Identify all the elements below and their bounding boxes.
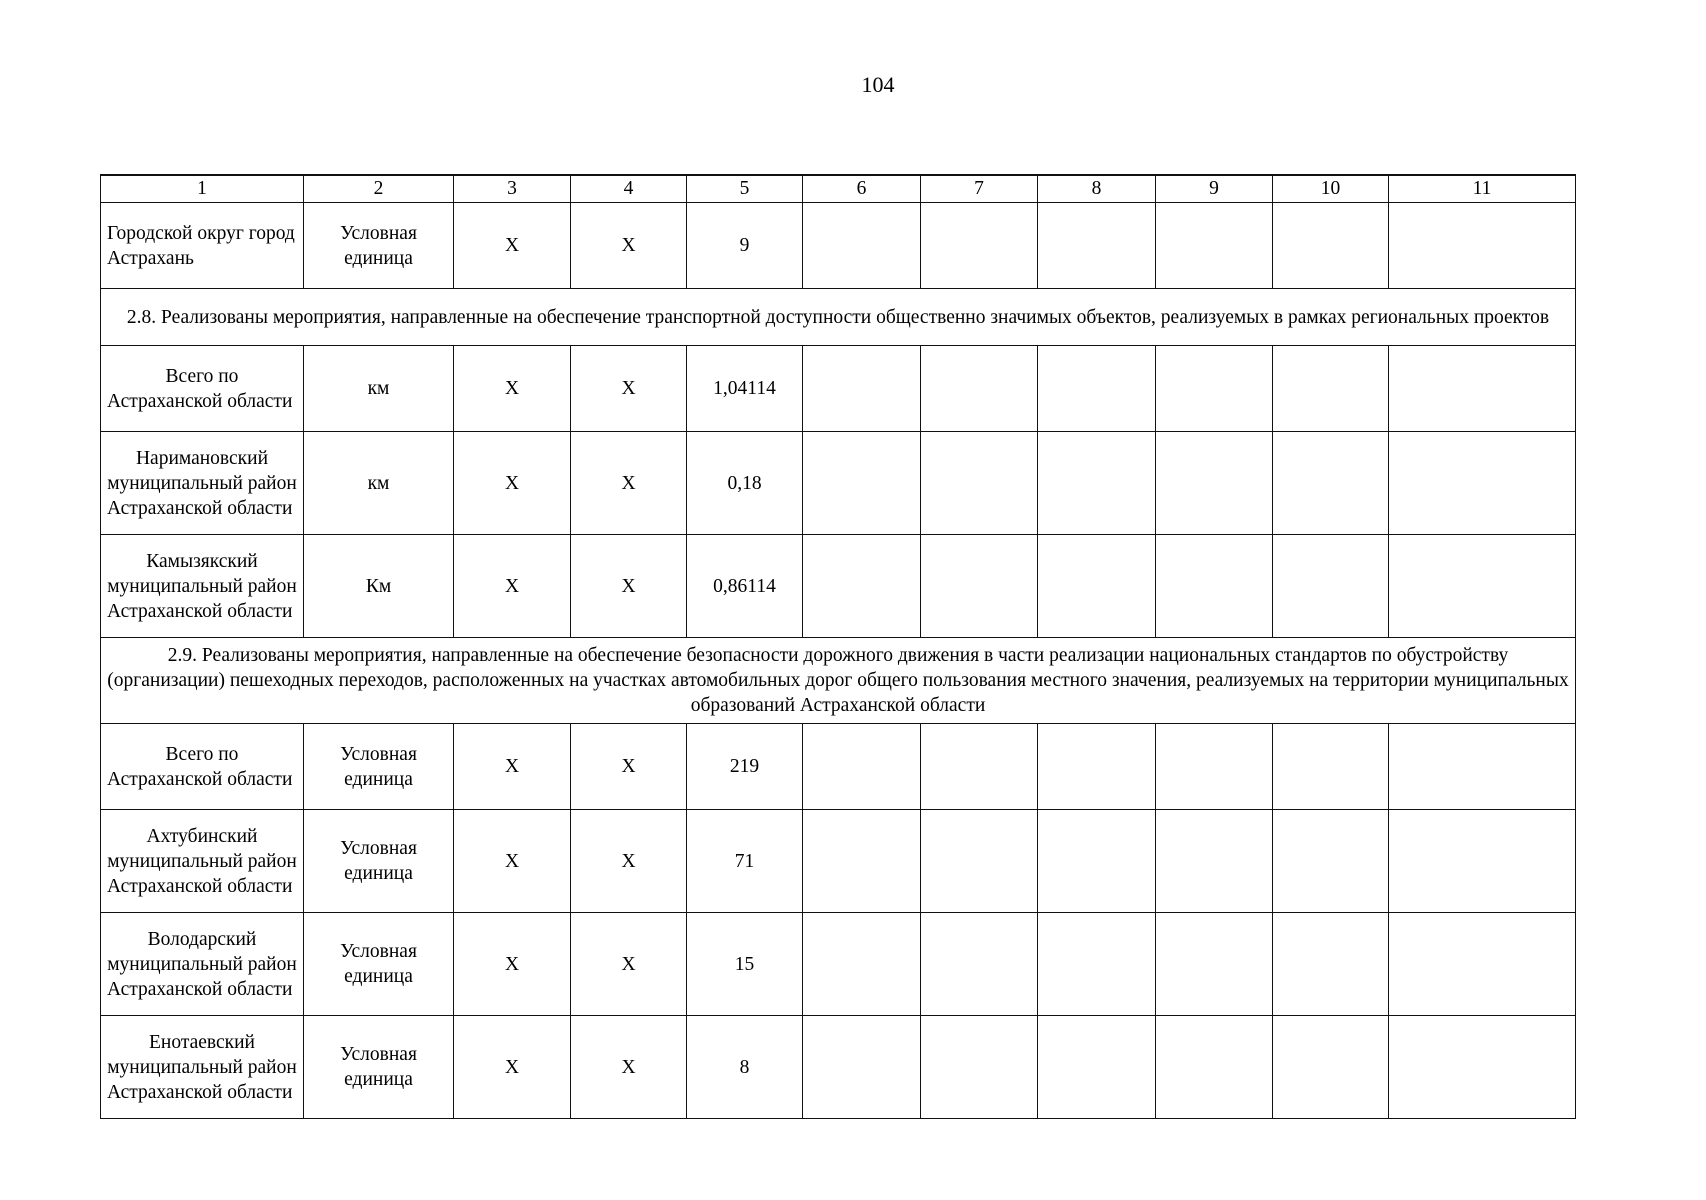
cell-col4: Х: [571, 1016, 687, 1119]
table-row: [101, 432, 1576, 535]
empty-cell: [1038, 913, 1156, 1016]
empty-cell: [1273, 724, 1389, 810]
empty-cell: [1273, 203, 1389, 289]
empty-cell: [921, 724, 1038, 810]
page-number: 104: [861, 72, 895, 97]
empty-cell: [1273, 1016, 1389, 1119]
empty-cell: [1038, 724, 1156, 810]
empty-cell: [1156, 1016, 1273, 1119]
empty-cell: [1156, 432, 1273, 535]
empty-cell: [1156, 810, 1273, 913]
empty-cell: [803, 913, 921, 1016]
empty-cell: [1038, 535, 1156, 638]
empty-cell: [1038, 203, 1156, 289]
value-cell: 0,86114: [687, 535, 803, 638]
empty-cell: [1273, 535, 1389, 638]
column-number: 4: [571, 175, 687, 203]
unit-cell: Км: [304, 535, 454, 638]
cell-col4: Х: [571, 203, 687, 289]
column-number: 5: [687, 175, 803, 203]
empty-cell: [1389, 724, 1576, 810]
cell-col4: Х: [571, 913, 687, 1016]
empty-cell: [803, 1016, 921, 1119]
empty-cell: [1156, 346, 1273, 432]
empty-cell: [1156, 913, 1273, 1016]
empty-cell: [1038, 432, 1156, 535]
indicator-table: [100, 174, 1576, 1119]
value-cell: 219: [687, 724, 803, 810]
cell-col3: Х: [454, 1016, 571, 1119]
municipality-name: Всего по Астраханской области: [101, 724, 304, 810]
empty-cell: [1273, 913, 1389, 1016]
municipality-name: Володарский муниципальный район Астраханской области: [101, 913, 304, 1016]
empty-cell: [1273, 810, 1389, 913]
empty-cell: [1038, 810, 1156, 913]
cell-col4: Х: [571, 810, 687, 913]
empty-cell: [1389, 535, 1576, 638]
unit-cell: Условная единица: [304, 724, 454, 810]
column-number: 8: [1038, 175, 1156, 203]
cell-col3: Х: [454, 432, 571, 535]
municipality-name: Наримановский муниципальный район Астраханской области: [101, 432, 304, 535]
value-cell: 15: [687, 913, 803, 1016]
municipality-name: Всего по Астраханской области: [101, 346, 304, 432]
empty-cell: [921, 913, 1038, 1016]
column-number: 9: [1156, 175, 1273, 203]
empty-cell: [803, 724, 921, 810]
value-cell: 0,18: [687, 432, 803, 535]
section-heading-row: [101, 289, 1576, 346]
cell-col3: Х: [454, 346, 571, 432]
empty-cell: [803, 810, 921, 913]
value-cell: 8: [687, 1016, 803, 1119]
cell-col4: Х: [571, 346, 687, 432]
cell-col3: Х: [454, 535, 571, 638]
empty-cell: [1273, 346, 1389, 432]
empty-cell: [803, 535, 921, 638]
empty-cell: [1038, 346, 1156, 432]
empty-cell: [921, 203, 1038, 289]
municipality-name: Городской округ город Астрахань: [101, 203, 304, 289]
column-number: 2: [304, 175, 454, 203]
table-row: [101, 913, 1576, 1016]
empty-cell: [1389, 346, 1576, 432]
empty-cell: [1156, 203, 1273, 289]
unit-cell: км: [304, 346, 454, 432]
table-row: [101, 346, 1576, 432]
table-row: [101, 724, 1576, 810]
section-heading-row: [101, 638, 1576, 724]
section-heading: 2.9. Реализованы мероприятия, направленные на обеспечение безопасности дорожного движения в части реализации национальных стандартов по обустройству (организации) пешеходных переходов, расположенных на участках автомобильных дорог общего пользования местного значения, реализуемых на территории муниципальных образований Астраханской области: [101, 638, 1576, 724]
empty-cell: [1389, 913, 1576, 1016]
column-number: 10: [1273, 175, 1389, 203]
empty-cell: [1156, 535, 1273, 638]
municipality-name: Камызякский муниципальный район Астраханской области: [101, 535, 304, 638]
column-number: 6: [803, 175, 921, 203]
empty-cell: [1273, 432, 1389, 535]
empty-cell: [921, 432, 1038, 535]
empty-cell: [1389, 203, 1576, 289]
column-number: 1: [101, 175, 304, 203]
empty-cell: [1389, 432, 1576, 535]
table-row: [101, 810, 1576, 913]
unit-cell: Условная единица: [304, 810, 454, 913]
empty-cell: [1038, 1016, 1156, 1119]
empty-cell: [1156, 724, 1273, 810]
column-number-row: [101, 175, 1576, 203]
value-cell: 71: [687, 810, 803, 913]
cell-col4: Х: [571, 724, 687, 810]
empty-cell: [803, 346, 921, 432]
column-number: 11: [1389, 175, 1576, 203]
column-number: 3: [454, 175, 571, 203]
cell-col3: Х: [454, 203, 571, 289]
unit-cell: Условная единица: [304, 203, 454, 289]
cell-col4: Х: [571, 432, 687, 535]
value-cell: 1,04114: [687, 346, 803, 432]
column-number: 7: [921, 175, 1038, 203]
empty-cell: [803, 432, 921, 535]
municipality-name: Енотаевский муниципальный район Астраханской области: [101, 1016, 304, 1119]
unit-cell: км: [304, 432, 454, 535]
cell-col3: Х: [454, 810, 571, 913]
table-row: [101, 1016, 1576, 1119]
empty-cell: [921, 810, 1038, 913]
unit-cell: Условная единица: [304, 1016, 454, 1119]
empty-cell: [1389, 810, 1576, 913]
value-cell: 9: [687, 203, 803, 289]
cell-col3: Х: [454, 724, 571, 810]
table-row: [101, 203, 1576, 289]
cell-col3: Х: [454, 913, 571, 1016]
empty-cell: [803, 203, 921, 289]
empty-cell: [921, 535, 1038, 638]
empty-cell: [921, 1016, 1038, 1119]
table-row: [101, 535, 1576, 638]
section-heading: 2.8. Реализованы мероприятия, направленные на обеспечение транспортной доступности общественно значимых объектов, реализуемых в рамках региональных проектов: [101, 289, 1576, 346]
unit-cell: Условная единица: [304, 913, 454, 1016]
cell-col4: Х: [571, 535, 687, 638]
empty-cell: [921, 346, 1038, 432]
municipality-name: Ахтубинский муниципальный район Астраханской области: [101, 810, 304, 913]
empty-cell: [1389, 1016, 1576, 1119]
